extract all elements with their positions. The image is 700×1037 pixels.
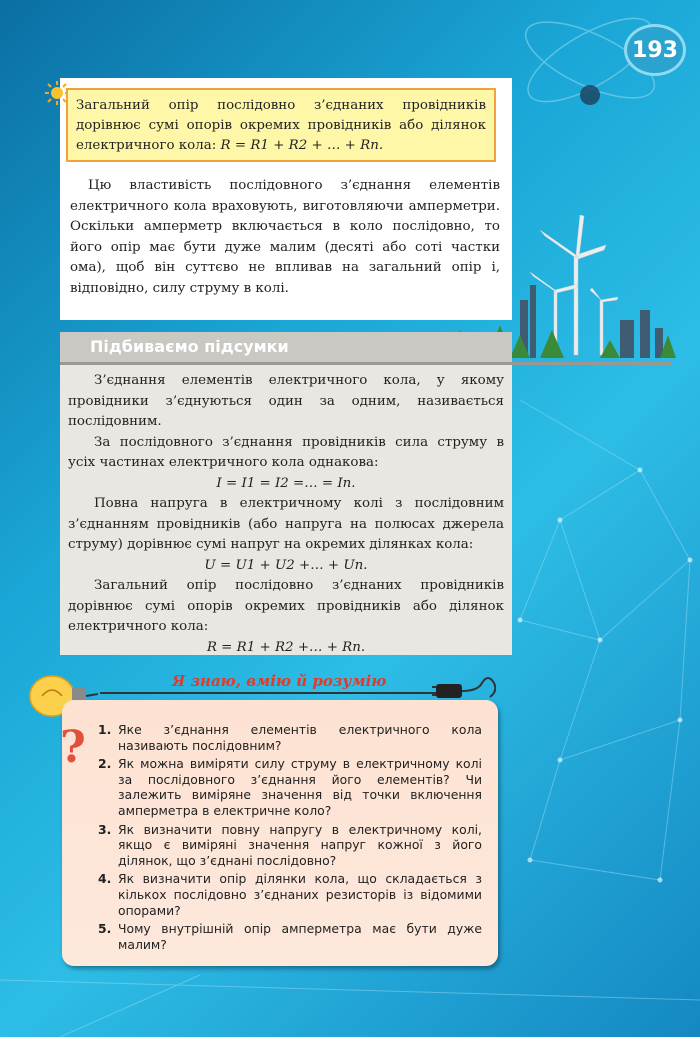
rule-box bbox=[66, 88, 496, 162]
know-section-title: Я знаю, вмію й розумію bbox=[172, 672, 387, 690]
page-number: 193 bbox=[624, 24, 686, 76]
summary-p1: З’єднання елементів електричного кола, у якому провідники з’єднуються один за одним, називається послідовним. bbox=[68, 373, 504, 429]
rule-text: Загальний опір послідовно з’єднаних провідників дорівнює сумі опорів окремих провідників або ділянок електричного кола: bbox=[76, 98, 486, 153]
rule-formula: R = R1 + R2 + … + Rn. bbox=[220, 138, 384, 153]
summary-formula-resistance: R = R1 + R2 +… + Rn. bbox=[206, 639, 366, 655]
list-item: 3. Як визначити повну напругу в електричному колі, якщо є виміряні значення напруг кожної з його ділянок, що з’єднані послідовно? bbox=[98, 821, 482, 868]
summary-p4: Загальний опір послідовно з’єднаних провідників дорівнює сумі опорів окремих провідників або ділянок електричного кола: bbox=[68, 578, 504, 634]
summary-box bbox=[60, 365, 512, 655]
summary-formula-voltage: U = U1 + U2 +… + Un. bbox=[204, 557, 368, 573]
wire-line bbox=[100, 692, 440, 694]
question-list bbox=[98, 722, 482, 955]
summary-heading-bar bbox=[60, 332, 512, 364]
summary-p3: Повна напруга в електричному колі з послідовним з’єднанням провідників (або напруга на полюсах джерела струму) дорівнює сумі напруг на окремих ділянках кола: bbox=[68, 496, 504, 552]
question-mark-icon: ? bbox=[60, 722, 86, 773]
list-item: 2. Як можна виміряти силу струму в електричному колі за послідовного з’єднання його елементів? Чи залежить виміряне значення від точки включення амперметра в електричне коло? bbox=[98, 756, 482, 818]
ammeter-paragraph: Цю властивість послідовного з’єднання елементів електричного кола враховують, виготовляючи амперметри. Оскільки амперметр включається в коло послідовно, то його опір має бути дуже малим (десяті або соті частки ома), щоб він суттєво не впливав на загальний опір і, відповідно, силу струму в колі. bbox=[70, 178, 500, 296]
summary-p2: За послідовного з’єднання провідників сила струму в усіх частинах електричного кола однакова: bbox=[68, 434, 504, 470]
list-item: 1. Яке з’єднання елементів електричного кола називають послідовним? bbox=[98, 722, 482, 753]
summary-formula-current: I = I1 = I2 =… = In. bbox=[216, 475, 356, 491]
list-item: 5. Чому внутрішній опір амперметра має бути дуже малим? bbox=[98, 921, 482, 952]
summary-heading: Підбиваємо підсумки bbox=[90, 337, 289, 356]
list-item: 4. Як визначити опір ділянки кола, що складається з кількох послідовно з’єднаних резисторів із відомими опорами? bbox=[98, 871, 482, 918]
